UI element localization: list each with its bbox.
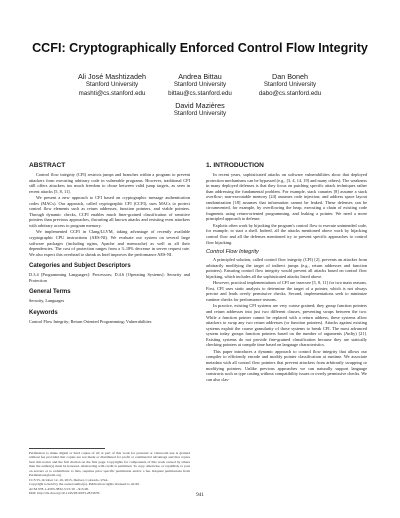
author-affiliation: Stanford University: [263, 81, 317, 89]
abstract-heading: ABSTRACT: [29, 162, 66, 169]
author-email: bittau@cs.stanford.edu: [168, 89, 232, 97]
cfi-paragraph: This paper introduces a dynamic approach to control flow integrity that allows our compiler to efficiently encode and modify pointer classification at runtime. We associate metadata with all control flow pointers that prevent attackers from arbitrarily swapping or modifying pointers. Unlike previous approaches we can naturally support language constructs such as type casting without compatibility issues or overly permissive checks. We can also clas-: [206, 348, 367, 382]
author-email: dabo@cs.stanford.edu: [258, 89, 322, 97]
abstract-paragraph: Control flow integrity (CFI) restricts jumps and branches within a program to prevent attackers from executing arbitrary code in vulnerable programs. However, traditional CFI still offers attackers too much freedom to chose between valid jump targets, as seen in recent attacks [5, 8, 11].: [29, 172, 190, 194]
cfi-paragraph: In practice, existing CFI systems are very coarse grained; they group function pointers and return addresses into just two different classes, preventing swaps between the two. While a function pointer cannot be replaced with a return address, these systems allow attackers to swap any two return addresses (or function pointers). Attacks against existing systems exploit the coarse granularity of those systems to break CFI. The most advanced system today groups function pointers based on the number of arguments (AnIty) [21]. Existing systems do not provide fine-grained classification because they are statically checking pointers at compile time based on language characteristics.: [206, 303, 367, 348]
copyright-line: Copyright is held by the owner/author(s). Publication rights licensed to ACM.: [29, 482, 140, 487]
general-terms-text: Security, Languages: [29, 298, 65, 304]
author-name: Ali José Mashtizadeh: [78, 72, 146, 81]
author-name: David Mazières: [175, 101, 225, 110]
left-column: [29, 161, 190, 324]
author-block: [62, 73, 162, 98]
intro-paragraph: Exploits often work by hijacking the program's control flow to execute unintended code, for example, to start a shell. Indeed, all the attacks mentioned above work by hijacking control flow and all the defenses mentioned try to prevent specific approaches to control flow hijacking.: [206, 222, 367, 245]
introduction-heading: 1. INTRODUCTION: [206, 162, 264, 169]
author-email: mashti@cs.stanford.edu: [78, 89, 146, 97]
abstract-paragraph: We implemented CCFI in Clang/LLVM, taking advantage of recently available cryptographic CPU instructions (AES-NI). We evaluate our system on several large software packages (including nginx, Apache and memcache) as well as all their dependencies. The cost of protection ranges from a 3–18% decrease in server request rate. We also expect this overhead to shrink as Intel improves the performance AES-NI.: [29, 229, 190, 257]
author-name: Andrea Bittau: [178, 72, 222, 81]
author-affiliation: Stanford University: [173, 110, 227, 118]
abstract-paragraph: We present a new approach to CFI based on cryptographic message authentication codes (MACs). Our approach, called cryptographic CFI (CCFI), uses MACs to protect control flow elements such as return addresses, function pointers, and vtable pointers. Through dynamic checks, CCFI enables much finer-grained classification of sensitive pointers than previous approaches, thwarting all known attacks and resisting even attackers with arbitrary access to program memory.: [29, 195, 190, 228]
categories-heading: Categories and Subject Descriptors: [29, 263, 131, 270]
categories-text: D.3.4 [Programming Languages]: Processors; D.4.6 [Operating Systems]: Security and Protection: [29, 272, 190, 283]
page-number: 941: [196, 492, 204, 498]
doi-line: DOI: http://dx.doi.org/10.1145/2810103.2813676.: [29, 491, 101, 496]
permission-text: Permission to make digital or hard copies of all or part of this work for personal or classroom use is granted without fee provided that copies are not made or distributed for profit or commercial advantage and that copies bear this notice and the full citation on the first page. Copyrights for components of this work owned by others than the author(s) must be honored. Abstracting with credit is permitted. To copy otherwise, or republish, to post on servers or to redistribute to lists, requires prior specific permission and/or a fee. Request permissions from Permissions@acm.org.: [29, 451, 190, 478]
paper-title: CCFI: Cryptographically Enforced Control Flow Integrity: [32, 41, 368, 55]
intro-paragraph: In recent years, sophisticated attacks on software vulnerabilities show that deployed protection mechanisms can be bypassed (e.g., [3, 4, 14, 19] and many others). The weakness in many deployed defenses is that they focus on patching specific attack techniques rather than addressing the fundamental problem. For example, stack canaries [8] assume a stack overflow; non-executable memory [24] assumes code injection; and address space layout randomization [18] assumes that information cannot be leaked. These defenses can be circumvented, for example, by overflowing the heap, executing a chain of existing code fragments using return-oriented programming, and leaking a pointer. We need a more principled approach to defense.: [206, 172, 367, 222]
right-column: [206, 161, 367, 383]
author-name: Dan Boneh: [272, 72, 308, 81]
cfi-subheading: Control Flow Integrity: [206, 249, 259, 256]
author-block: [240, 73, 340, 98]
isbn-line: ACM 978-1-4503-3832-5/15/10 ...$15.00.: [29, 486, 89, 491]
author-block: [150, 73, 250, 98]
conference-line: CCS'15, October 12–16, 2015, Denver, Colorado, USA.: [29, 477, 109, 482]
permission-notice: [29, 451, 190, 496]
author-affiliation: Stanford University: [85, 81, 139, 89]
author-block: [150, 102, 250, 119]
footnote-rule: [29, 448, 105, 449]
keywords-text: Control Flow Integrity; Return Oriented Programming; Vulnerabilities: [29, 318, 152, 324]
general-terms-heading: General Terms: [29, 289, 71, 296]
keywords-heading: Keywords: [29, 309, 58, 316]
cfi-paragraph: However, practical implementations of CFI are insecure [5, 8, 11] for two main reasons. First, CFI uses static analysis to determine the target of a pointer, which is not always precise and leads overly permissive checks. Second, implementations seek to minimize runtime checks for performance reasons.: [206, 280, 367, 302]
cfi-paragraph: A principled solution, called control flow integrity (CFI) [2], prevents an attacker from arbitrarily modifying the target of indirect jumps (e.g., return addresses and function pointers). Ensuring control flow integrity would prevent all attacks based on control flow hijacking, which includes all the sophisticated attacks listed above.: [206, 257, 367, 279]
author-affiliation: Stanford University: [173, 81, 227, 89]
